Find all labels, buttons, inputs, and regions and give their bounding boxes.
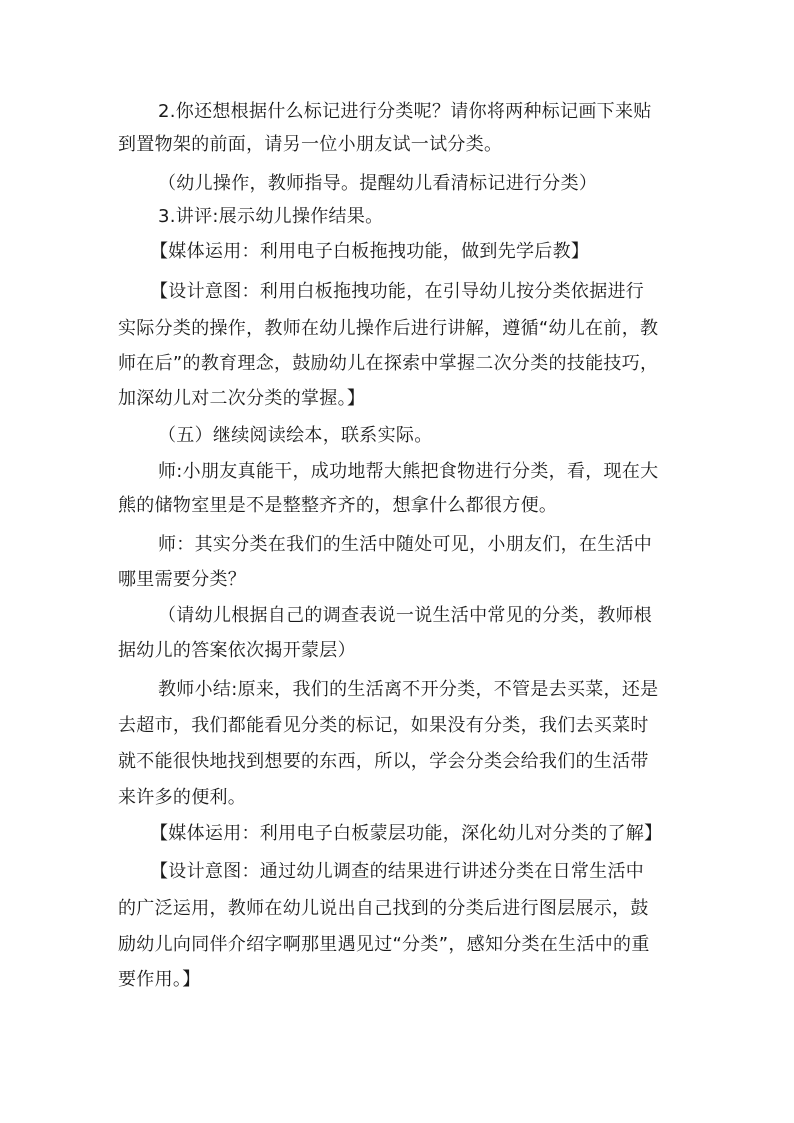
text-line: 熊的储物室里是不是整整齐齐的，想拿什么都很方便。 bbox=[118, 495, 558, 516]
text-line: 3.讲评:展示幼儿操作结果。 bbox=[158, 206, 384, 227]
text-line: 据幼儿的答案依次揭开蒙层） bbox=[118, 640, 356, 661]
text-line: （幼儿操作，教师指导。提醒幼儿看清标记进行分类） bbox=[158, 173, 598, 194]
text-line: 去超市，我们都能看见分类的标记，如果没有分类，我们去买菜时 bbox=[118, 715, 649, 736]
text-line: 师：其实分类在我们的生活中随处可见，小朋友们，在生活中 bbox=[158, 534, 653, 555]
text-line: 2.你还想根据什么标记进行分类呢？请你将两种标记画下来贴 bbox=[158, 101, 652, 122]
section-heading: （五）继续阅读绘本，联系实际。 bbox=[158, 425, 433, 446]
text-line: 来许多的便利。 bbox=[118, 787, 247, 808]
text-line: 师在后”的教育理念，鼓励幼儿在探索中掌握二次分类的技能技巧， bbox=[118, 353, 659, 374]
text-line: 实际分类的操作，教师在幼儿操作后进行讲解，遵循“幼儿在前，教 bbox=[118, 318, 659, 339]
text-line: 师:小朋友真能干，成功地帮大熊把食物进行分类，看，现在大 bbox=[158, 461, 659, 482]
text-line: 教师小结:原来，我们的生活离不开分类，不管是去买菜，还是 bbox=[158, 679, 659, 700]
text-line: 哪里需要分类？ bbox=[118, 569, 247, 590]
text-line: 要作用。】 bbox=[118, 969, 201, 990]
text-line: 到置物架的前面，请另一位小朋友试一试分类。 bbox=[118, 134, 503, 155]
text-line: 【媒体运用：利用电子白板蒙层功能，深化幼儿对分类的了解】 bbox=[150, 823, 663, 844]
text-line: 的广泛运用，教师在幼儿说出自己找到的分类后进行图层展示，鼓 bbox=[118, 898, 649, 919]
text-line: 【设计意图：通过幼儿调查的结果进行讲述分类在日常生活中 bbox=[150, 861, 645, 882]
text-line: 【设计意图：利用白板拖拽功能，在引导幼儿按分类依据进行 bbox=[150, 281, 645, 302]
text-line: 【媒体运用：利用电子白板拖拽功能，做到先学后教】 bbox=[150, 241, 590, 262]
text-line: （请幼儿根据自己的调查表说一说生活中常见的分类，教师根 bbox=[158, 605, 653, 626]
text-line: 励幼儿向同伴介绍字啊那里遇见过“分类”，感知分类在生活中的重 bbox=[118, 934, 650, 955]
text-line: 加深幼儿对二次分类的掌握。】 bbox=[118, 388, 366, 409]
text-line: 就不能很快地找到想要的东西，所以，学会分类会给我们的生活带 bbox=[118, 751, 649, 772]
